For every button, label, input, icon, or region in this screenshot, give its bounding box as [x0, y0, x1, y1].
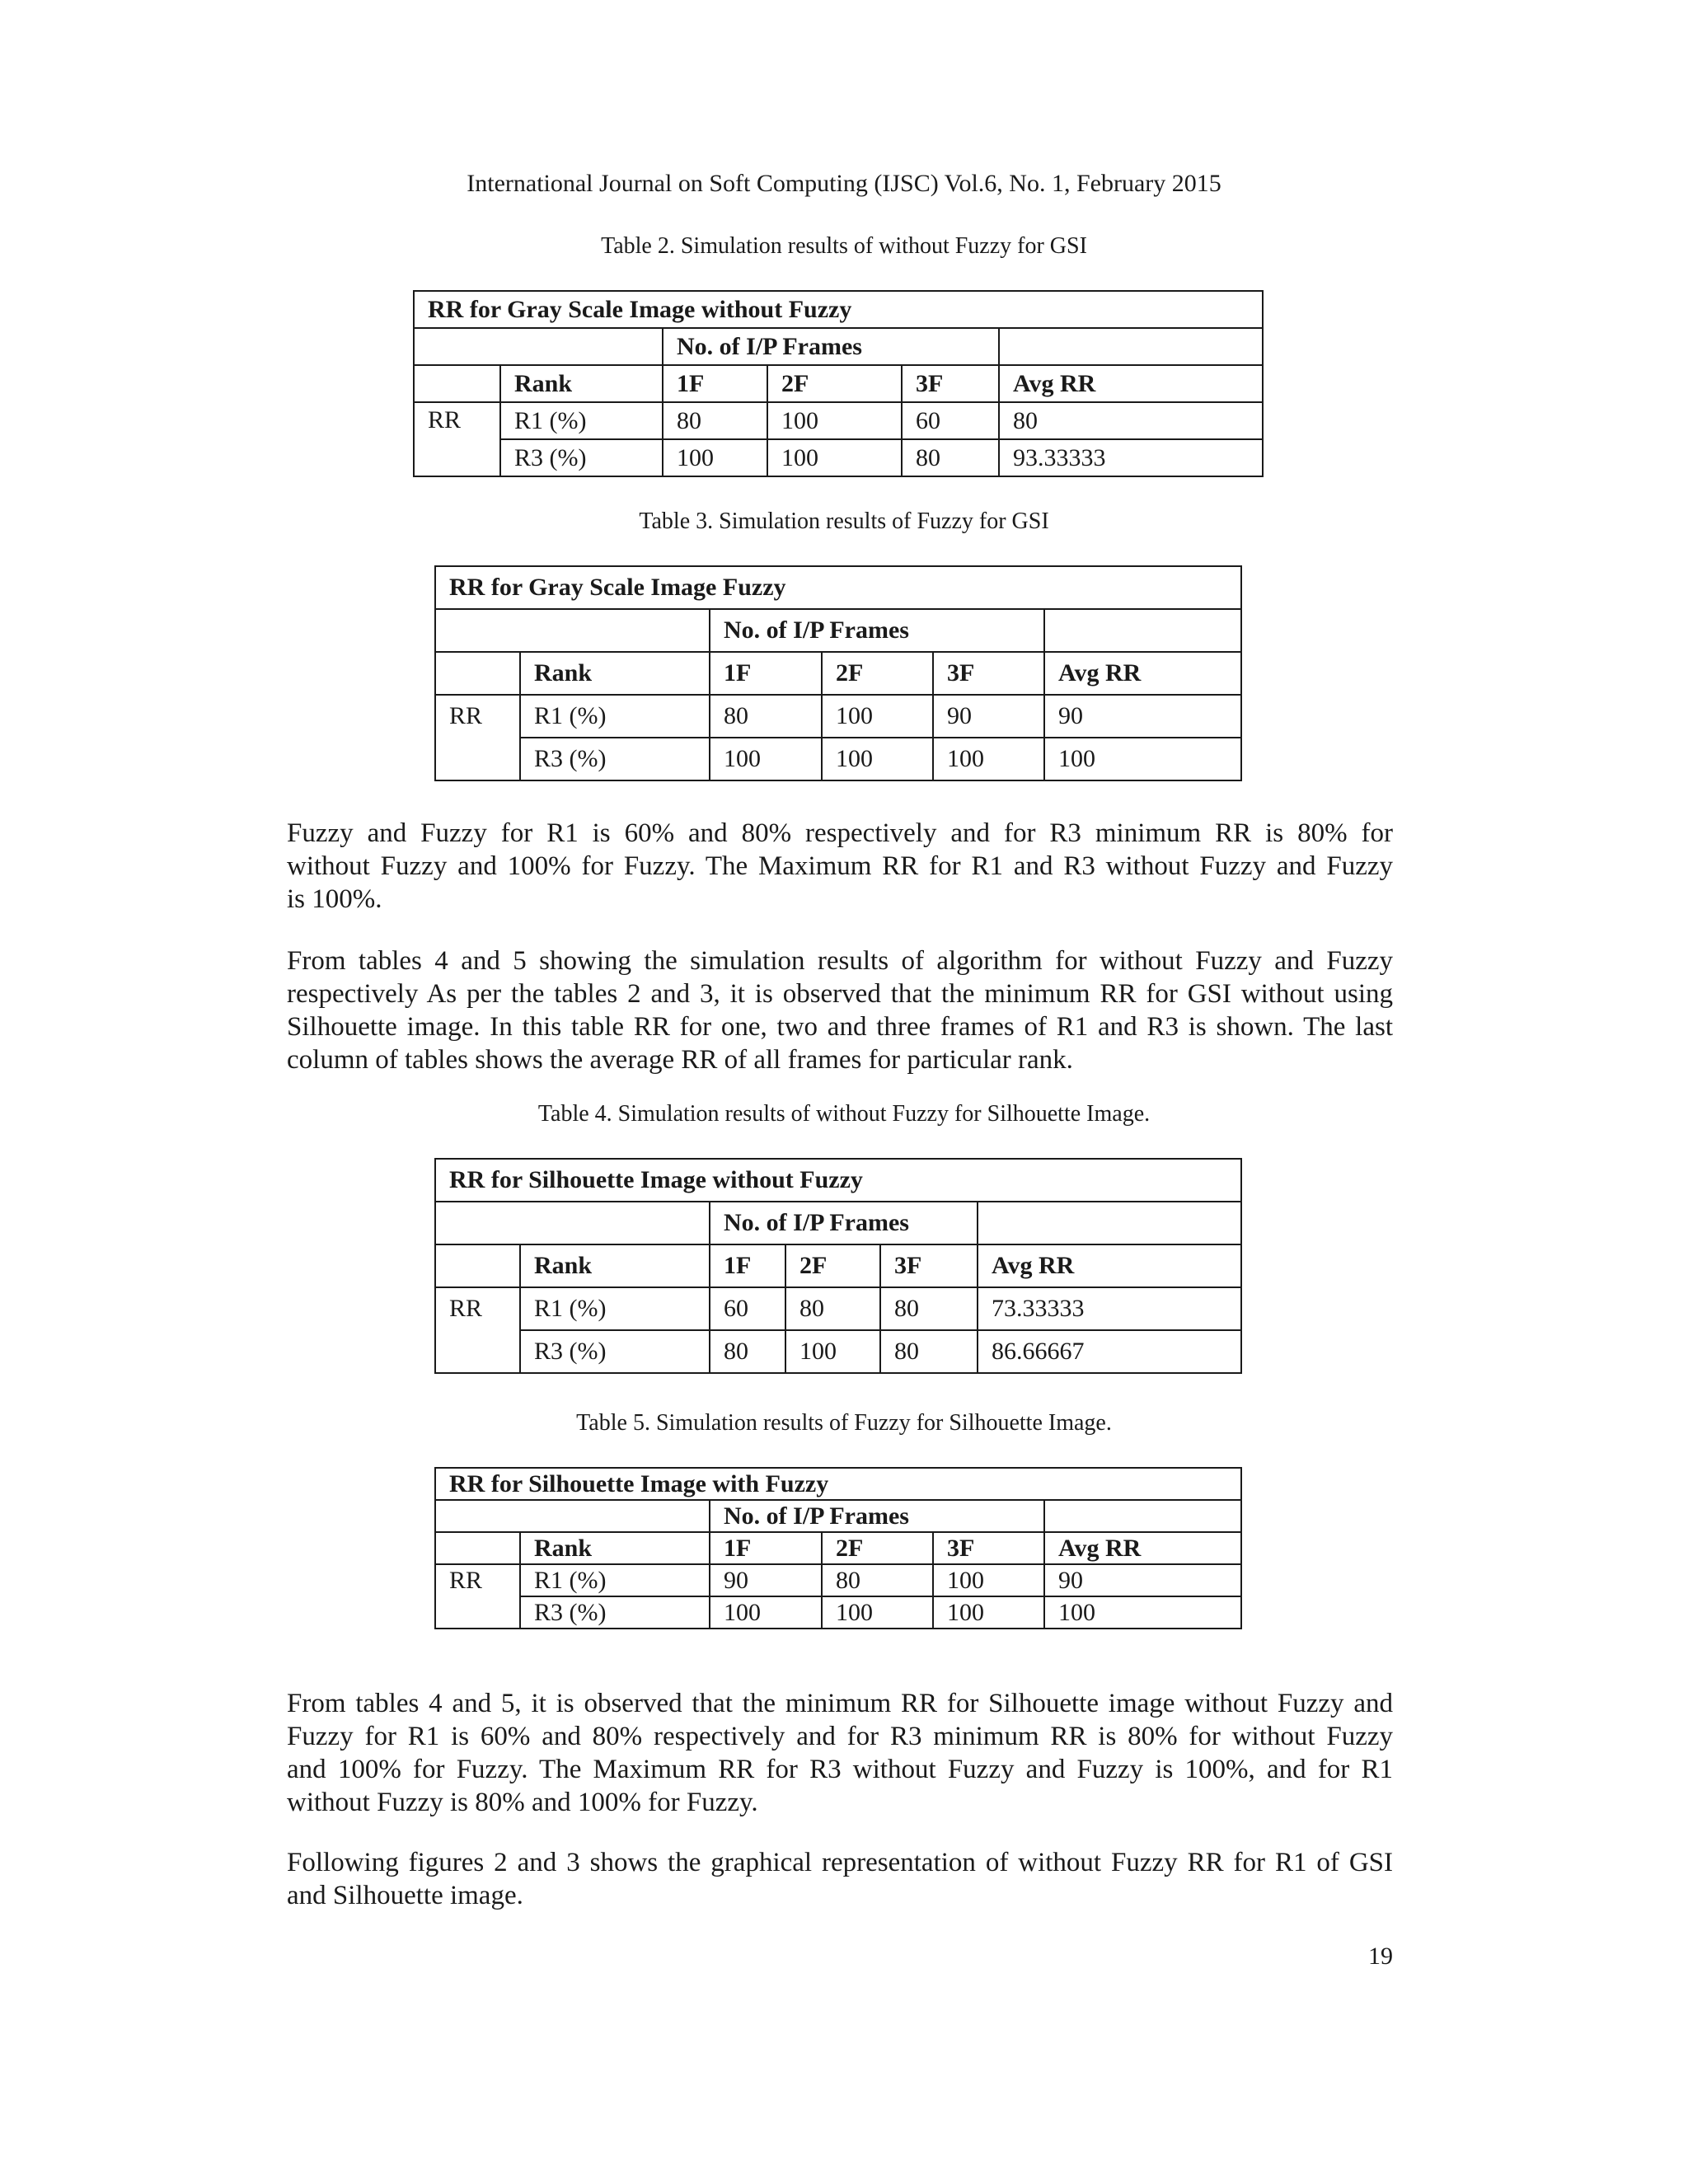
table-cell: 100	[933, 1564, 1044, 1596]
table-cell	[435, 1244, 520, 1287]
table-row	[435, 1532, 1241, 1564]
table-cell: 60	[710, 1287, 785, 1330]
column-header: Avg RR	[1044, 1532, 1241, 1564]
column-header: 1F	[710, 652, 822, 695]
table-row	[435, 1468, 1241, 1500]
table-cell: 80	[880, 1287, 978, 1330]
table-5-caption: Table 5. Simulation results of Fuzzy for Silhouette Image.	[576, 1410, 1112, 1436]
table-4-caption: Table 4. Simulation results of without Fuzzy for Silhouette Image.	[537, 1101, 1151, 1127]
paragraph	[287, 944, 1393, 1076]
table-cell: 90	[1044, 1564, 1241, 1596]
table-row	[414, 328, 1263, 365]
table-cell: R3 (%)	[520, 1330, 710, 1373]
table-row	[435, 1330, 1241, 1373]
text-line: is 100%.	[287, 884, 382, 914]
column-header: 1F	[663, 365, 767, 402]
table-cell: 90	[1044, 695, 1241, 738]
table-cell: R3 (%)	[520, 1596, 710, 1629]
table-cell: 80	[999, 402, 1263, 439]
table-cell: 100	[663, 439, 767, 476]
table-cell: 80	[880, 1330, 978, 1373]
table-cell: 73.33333	[978, 1287, 1241, 1330]
table-cell: 90	[933, 695, 1044, 738]
column-header: 3F	[933, 652, 1044, 695]
text-line: Silhouette image. In this table RR for one, two and three frames of R1 and R3 is shown. The last	[287, 1012, 1393, 1042]
table-cell: 100	[822, 738, 933, 780]
table-cell: 93.33333	[999, 439, 1263, 476]
row-group-label: RR	[435, 695, 520, 780]
table-row	[414, 291, 1263, 328]
table-cell	[435, 652, 520, 695]
running-header: International Journal on Soft Computing (IJSC) Vol.6, No. 1, February 2015	[467, 170, 1221, 197]
table-cell: 80	[710, 1330, 785, 1373]
table-cell: 100	[785, 1330, 880, 1373]
column-header: 2F	[767, 365, 902, 402]
table-2	[413, 290, 1264, 477]
table-cell: 100	[822, 695, 933, 738]
table-cell: 100	[1044, 738, 1241, 780]
table-cell: R1 (%)	[500, 402, 663, 439]
table-row	[435, 1159, 1241, 1202]
text-line: Fuzzy and Fuzzy for R1 is 60% and 80% respectively and for R3 minimum RR is 80% for	[287, 818, 1393, 848]
table-title: RR for Gray Scale Image without Fuzzy	[414, 291, 1263, 328]
table-cell: 100	[710, 1596, 822, 1629]
table-cell: 100	[933, 1596, 1044, 1629]
column-header: Rank	[520, 1244, 710, 1287]
table-cell: 100	[710, 738, 822, 780]
table-cell: 80	[785, 1287, 880, 1330]
table-title: RR for Gray Scale Image Fuzzy	[435, 566, 1241, 609]
column-header: 2F	[822, 1532, 933, 1564]
table-5	[434, 1467, 1242, 1629]
table-cell: 86.66667	[978, 1330, 1241, 1373]
table-row	[435, 652, 1241, 695]
table-row	[414, 402, 1263, 439]
table-2-caption: Table 2. Simulation results of without Fuzzy for GSI	[601, 233, 1087, 259]
page-number: 19	[1368, 1943, 1393, 1970]
table-title: RR for Silhouette Image with Fuzzy	[435, 1468, 1241, 1500]
text-line: without Fuzzy is 80% and 100% for Fuzzy.	[287, 1788, 758, 1817]
table-cell	[414, 365, 500, 402]
table-cell	[435, 1202, 710, 1244]
table-cell: 80	[663, 402, 767, 439]
frames-header: No. of I/P Frames	[710, 1500, 1044, 1532]
row-group-label: RR	[435, 1564, 520, 1629]
table-row	[435, 695, 1241, 738]
column-header: 3F	[933, 1532, 1044, 1564]
table-row	[435, 738, 1241, 780]
column-header: 3F	[880, 1244, 978, 1287]
table-row	[414, 365, 1263, 402]
table-cell: 60	[902, 402, 999, 439]
table-row	[435, 1287, 1241, 1330]
column-header: 1F	[710, 1244, 785, 1287]
table-cell: 100	[933, 738, 1044, 780]
column-header: 1F	[710, 1532, 822, 1564]
table-cell	[999, 328, 1263, 365]
table-cell: R1 (%)	[520, 695, 710, 738]
text-line: and 100% for Fuzzy. The Maximum RR for R3 without Fuzzy and Fuzzy is 100%, and for R1	[287, 1755, 1393, 1784]
paragraph	[287, 1846, 1393, 1912]
column-header: 3F	[902, 365, 999, 402]
table-cell: 90	[710, 1564, 822, 1596]
text-line: without Fuzzy and 100% for Fuzzy. The Maximum RR for R1 and R3 without Fuzzy and Fuzzy	[287, 851, 1393, 881]
table-row	[414, 439, 1263, 476]
table-cell	[978, 1202, 1241, 1244]
text-line: Following figures 2 and 3 shows the graphical representation of without Fuzzy RR for R1 of GSI	[287, 1848, 1393, 1877]
frames-header: No. of I/P Frames	[663, 328, 999, 365]
table-cell: 80	[822, 1564, 933, 1596]
text-line: Fuzzy for R1 is 60% and 80% respectively and for R3 minimum RR is 80% for without Fuzzy	[287, 1722, 1393, 1751]
table-cell	[1044, 609, 1241, 652]
table-cell: 100	[822, 1596, 933, 1629]
row-group-label: RR	[435, 1287, 520, 1373]
table-cell: R1 (%)	[520, 1287, 710, 1330]
table-row	[435, 1244, 1241, 1287]
table-cell	[435, 1532, 520, 1564]
table-cell: R1 (%)	[520, 1564, 710, 1596]
table-cell: R3 (%)	[520, 738, 710, 780]
column-header: Avg RR	[1044, 652, 1241, 695]
table-row	[435, 566, 1241, 609]
table-cell	[1044, 1500, 1241, 1532]
column-header: 2F	[822, 652, 933, 695]
paragraph	[287, 1687, 1393, 1819]
paragraph	[287, 817, 1393, 916]
text-line: From tables 4 and 5, it is observed that the minimum RR for Silhouette image without Fuzzy and	[287, 1689, 1393, 1718]
table-title: RR for Silhouette Image without Fuzzy	[435, 1159, 1241, 1202]
table-cell: 100	[767, 402, 902, 439]
column-header: Rank	[500, 365, 663, 402]
text-line: and Silhouette image.	[287, 1881, 523, 1910]
column-header: 2F	[785, 1244, 880, 1287]
table-row	[435, 609, 1241, 652]
frames-header: No. of I/P Frames	[710, 1202, 978, 1244]
table-cell: 100	[767, 439, 902, 476]
table-3-caption: Table 3. Simulation results of Fuzzy for GSI	[639, 509, 1049, 534]
text-line: From tables 4 and 5 showing the simulation results of algorithm for without Fuzzy and Fuzzy	[287, 946, 1393, 976]
column-header: Avg RR	[999, 365, 1263, 402]
table-row	[435, 1500, 1241, 1532]
table-cell	[435, 1500, 710, 1532]
table-row	[435, 1202, 1241, 1244]
table-4	[434, 1158, 1242, 1374]
frames-header: No. of I/P Frames	[710, 609, 1044, 652]
text-line: column of tables shows the average RR of all frames for particular rank.	[287, 1045, 1073, 1075]
column-header: Rank	[520, 1532, 710, 1564]
text-line: respectively As per the tables 2 and 3, it is observed that the minimum RR for GSI without using	[287, 979, 1393, 1009]
table-cell: 100	[1044, 1596, 1241, 1629]
table-cell: 80	[902, 439, 999, 476]
column-header: Avg RR	[978, 1244, 1241, 1287]
table-cell: R3 (%)	[500, 439, 663, 476]
row-group-label: RR	[414, 402, 500, 476]
table-row	[435, 1564, 1241, 1596]
table-cell	[435, 609, 710, 652]
table-row	[435, 1596, 1241, 1629]
table-cell: 80	[710, 695, 822, 738]
table-3	[434, 565, 1242, 781]
column-header: Rank	[520, 652, 710, 695]
table-cell	[414, 328, 663, 365]
